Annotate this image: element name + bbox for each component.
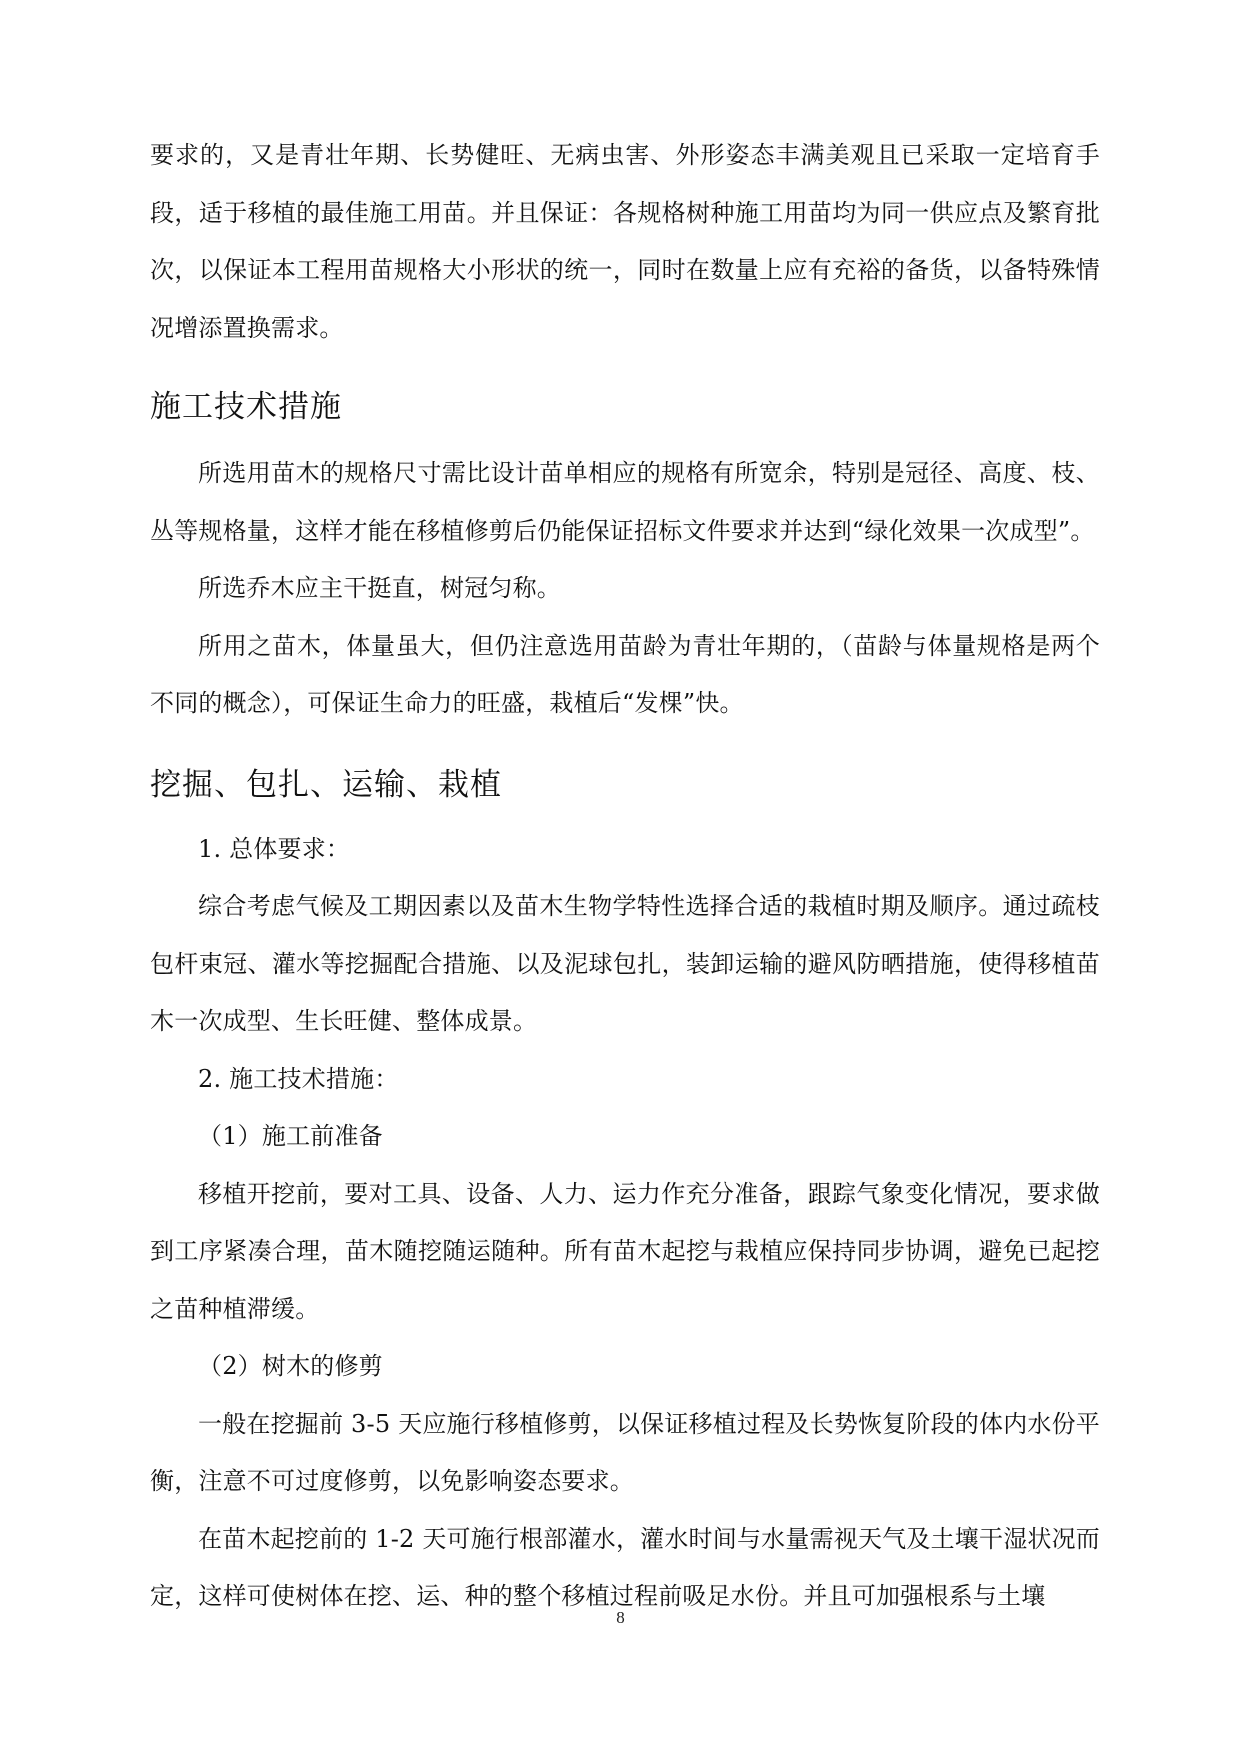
paragraph: 所用之苗木，体量虽大，但仍注意选用苗龄为青壮年期的，（苗龄与体量规格是两个不同的概念），可保证生命力的旺盛，栽植后“发棵”快。 [150, 631, 1100, 717]
section-heading: 施工技术措施 [150, 389, 342, 425]
list-heading: 1. 总体要求： [198, 834, 351, 863]
sub-heading: （2）树木的修剪 [198, 1352, 383, 1380]
list-heading: 2. 施工技术措施： [198, 1064, 399, 1093]
section-heading: 挖掘、包扎、运输、栽植 [150, 766, 502, 803]
paragraph: 所选用苗木的规格尺寸需比设计苗单相应的规格有所宽余，特别是冠径、高度、枝、丛等规格量，这样才能在移植修剪后仍能保证招标文件要求并达到“绿化效果一次成型”。 [150, 459, 1100, 545]
paragraph: 所选乔木应主干挺直，树冠匀称。 [198, 574, 561, 602]
paragraph: 一般在挖掘前 3-5 天应施行移植修剪，以保证移植过程及长势恢复阶段的体内水份平衡，注意不可过度修剪，以免影响姿态要求。 [150, 1409, 1100, 1495]
paragraph: 在苗木起挖前的 1-2 天可施行根部灌水，灌水时间与水量需视天气及土壤干湿状况而定，这样可使树体在挖、运、种的整个移植过程前吸足水份。并且可加强根系与土壤 [150, 1524, 1100, 1610]
paragraph: 要求的，又是青壮年期、长势健旺、无病虫害、外形姿态丰满美观且已采取一定培育手段，适于移植的最佳施工用苗。并且保证：各规格树种施工用苗均为同一供应点及繁育批次，以保证本工程用苗规格大小形状的统一，同时在数量上应有充裕的备货，以备特殊情况增添置换需求。 [150, 141, 1100, 342]
paragraph: 综合考虑气候及工期因素以及苗木生物学特性选择合适的栽植时期及顺序。通过疏枝包杆束冠、灌水等挖掘配合措施、以及泥球包扎，装卸运输的避风防晒措施，使得移植苗木一次成型、生长旺健、整体成景。 [150, 892, 1100, 1035]
paragraph: 移植开挖前，要对工具、设备、人力、运力作充分准备，跟踪气象变化情况，要求做到工序紧凑合理，苗木随挖随运随种。所有苗木起挖与栽植应保持同步协调，避免已起挖之苗种植滞缓。 [150, 1179, 1100, 1323]
sub-heading: （1）施工前准备 [198, 1122, 383, 1150]
page-number: 8 [616, 1608, 625, 1627]
page-body [150, 127, 1100, 1626]
